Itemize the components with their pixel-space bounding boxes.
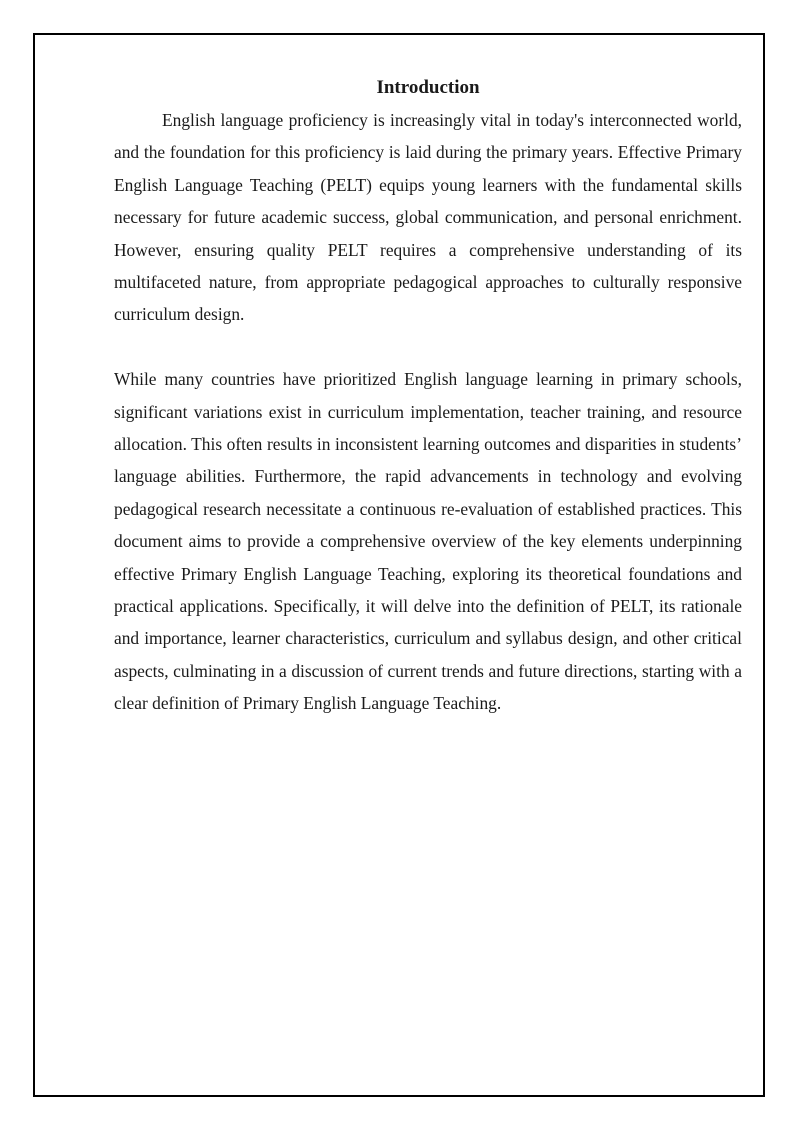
document-body xyxy=(114,74,742,720)
paragraph-gap xyxy=(114,331,742,363)
paragraph-2: While many countries have prioritized English language learning in primary schools, significant variations exist in curriculum implementation, teacher training, and resource allocation. This often results in inconsistent learning outcomes and disparities in students’ language abilities. Furthermore, the rapid advancements in technology and evolving pedagogical research necessitate a continuous re-evaluation of established practices. This document aims to provide a comprehensive overview of the key elements underpinning effective Primary English Language Teaching, exploring its theoretical foundations and practical applications. Specifically, it will delve into the definition of PELT, its rationale and importance, learner characteristics, curriculum and syllabus design, and other critical aspects, culminating in a discussion of current trends and future directions, starting with a clear definition of Primary English Language Teaching. xyxy=(114,369,742,714)
section-heading: Introduction xyxy=(376,77,480,98)
paragraph-1: English language proficiency is increasingly vital in today's interconnected world, and the foundation for this proficiency is laid during the primary years. Effective Primary English Language Teaching (PELT) equips young learners with the fundamental skills necessary for future academic success, global communication, and personal enrichment. However, ensuring quality PELT requires a comprehensive understanding of its multifaceted nature, from appropriate pedagogical approaches to culturally responsive curriculum design. xyxy=(114,110,742,325)
